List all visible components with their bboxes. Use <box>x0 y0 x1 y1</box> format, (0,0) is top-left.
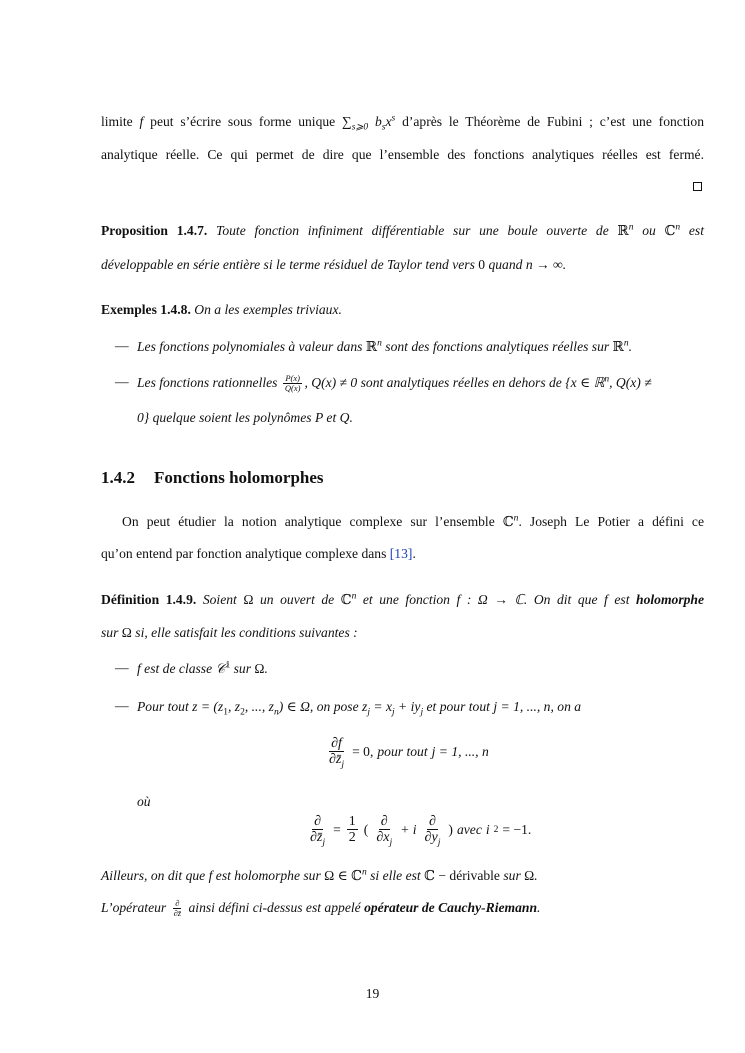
examples-heading: Exemples 1.4.8. On a les exemples triviaux. <box>101 302 342 317</box>
paragraph-top-line-2: analytique réelle. Ce qui permet de dire que l’ensemble des fonctions analytiques réelles est fermé. <box>101 147 704 162</box>
proposition-line-2: développable en série entière si le terme résiduel de Taylor tend vers 0 quand n → ∞. <box>101 257 567 272</box>
equation-operator-definition: $\frac{\partial}{\partial z̄_j}$ = $\frac{1}{2}$ ( $\frac{\partial}{\partial x_j}$ + i $\frac{\partial}{\partial y_j}$ ) avec i 2 = −1. <box>310 814 532 849</box>
definition-line-2: sur Ω si, elle satisfait les conditions suivantes : <box>101 625 358 640</box>
section-number: 1.4.2 <box>101 468 135 487</box>
section-title: Fonctions holomorphes <box>154 468 324 487</box>
examples-label: Exemples 1.4.8. <box>101 302 191 317</box>
intro-line-1: On peut étudier la notion analytique complexe sur l’ensemble ℂ$^n$. Joseph Le Potier a défini ce <box>122 513 704 529</box>
page-number: 19 <box>365 986 380 1001</box>
paragraph-top-line-1: limite f peut s’écrire sous forme unique $\sum_{s⩾0}$ $b_sx^s$ d’après le Théorème de Fubini ; c’est une fonction <box>101 113 704 133</box>
closing-line-2: L’opérateur $\frac{\partial}{\partial z̄}$ ainsi défini ci-dessus est appelé opérateur de Cauchy-Riemann. <box>101 898 541 919</box>
section-heading <box>101 468 324 488</box>
definition-label: Définition 1.4.9. <box>101 592 197 607</box>
definition-line-1: Définition 1.4.9. Soient Ω un ouvert de ℂ$^n$ et une fonction f : Ω → ℂ. On dit que f est holomorphe <box>101 591 704 607</box>
equation-holomorphic: $\frac{\partial f}{\partial z̄_j}$ = 0, pour tout j = 1, ..., n <box>329 736 489 771</box>
ou-label: où <box>137 794 151 809</box>
proposition-label: Proposition 1.4.7. <box>101 223 208 238</box>
example-item-2-line-2: 0} quelque soient les polynômes P et Q. <box>137 410 353 425</box>
intro-line-2: qu’on entend par fonction analytique complexe dans [13]. <box>101 546 416 561</box>
citation-link[interactable]: [13] <box>389 546 413 561</box>
qed-square-icon <box>693 182 702 191</box>
closing-line-1: Ailleurs, on dit que f est holomorphe sur Ω ∈ ℂ$^n$ si elle est ℂ − dérivable sur Ω. <box>101 867 538 883</box>
rational-fraction: $\frac{P(x)}{Q(x)}$ <box>284 373 301 394</box>
proposition-line-1: Proposition 1.4.7. Toute fonction infiniment différentiable sur une boule ouverte de ℝ$^n$ ou ℂ$^n$ est <box>101 222 704 238</box>
